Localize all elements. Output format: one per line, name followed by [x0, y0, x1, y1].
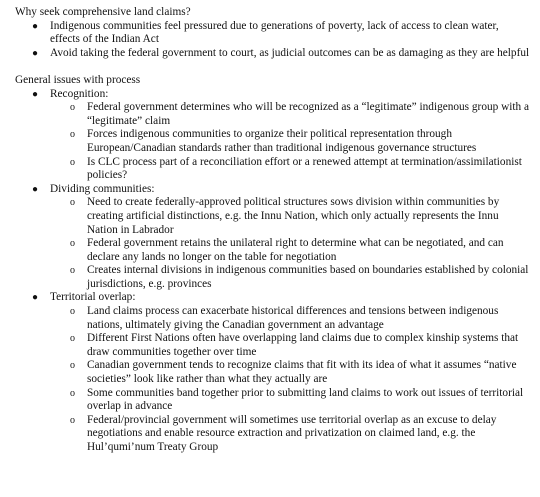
group-label: Recognition: [50, 87, 109, 100]
hollow-bullet-icon: o [70, 129, 75, 141]
bullet-icon: ● [32, 20, 39, 32]
sub-list-item [50, 305, 530, 332]
list-item-text: Avoid taking the federal government to court, as judicial outcomes can be as damaging as they are helpful [50, 46, 530, 59]
sub-list-item [50, 196, 530, 237]
sub-list-item [50, 264, 530, 291]
sub-list-item [50, 156, 530, 183]
document-body [15, 6, 530, 455]
sub-list-item [50, 414, 530, 455]
sub-list-item-text: Need to create federally-approved political structures sows division within communities by creating artificial distinctions, e.g. the Innu Nation, which only actually represents the Innu Nation in Labrador [87, 196, 500, 236]
bullet-icon: ● [32, 292, 39, 304]
bullet-icon: ● [32, 183, 39, 195]
list-item-dividing [15, 183, 530, 292]
section-heading-issues: General issues with process [15, 73, 141, 86]
paragraph-spacer [15, 60, 530, 74]
hollow-bullet-icon: o [70, 387, 75, 399]
list-item-territorial [15, 291, 530, 454]
group-label: Territorial overlap: [50, 291, 136, 304]
why-list [15, 20, 530, 61]
hollow-bullet-icon: o [70, 197, 75, 209]
sub-list-item-text: Creates internal divisions in indigenous communities based on boundaries established by colonial jurisdictions, e.g. provinces [87, 264, 529, 290]
sub-list-item [50, 128, 530, 155]
hollow-bullet-icon: o [70, 265, 75, 277]
bullet-icon: ● [32, 88, 39, 100]
hollow-bullet-icon: o [70, 333, 75, 345]
sub-list-item [50, 101, 530, 128]
sub-list-item-text: Federal government retains the unilateral right to determine what can be negotiated, and can declare any lands no longer on the table for negotiation [87, 237, 504, 263]
sub-list-item-text: Forces indigenous communities to organize their political representation through European/Canadian standards rather than traditional indigenous governance structures [87, 128, 477, 154]
group-label: Dividing communities: [50, 182, 155, 195]
hollow-bullet-icon: o [70, 102, 75, 114]
bullet-icon: ● [32, 47, 39, 59]
sub-list-item [50, 359, 530, 386]
hollow-bullet-icon: o [70, 156, 75, 168]
sub-list-item-text: Land claims process can exacerbate historical differences and tensions between indigenous nations, ultimately giving the Canadian government an advantage [87, 305, 499, 331]
territorial-sublist [50, 305, 530, 455]
hollow-bullet-icon: o [70, 306, 75, 318]
sub-list-item-text: Federal/provincial government will sometimes use territorial overlap as an excuse to delay negotiations and enable resource extraction and privatization on claimed land, e.g. the Hul’qumi’num Treaty Group [87, 413, 497, 453]
hollow-bullet-icon: o [70, 360, 75, 372]
issues-list [15, 88, 530, 455]
sub-list-item-text: Federal government determines who will be recognized as a “legitimate” indigenous group with a “legitimate” claim [87, 101, 530, 127]
recognition-sublist [50, 101, 530, 183]
hollow-bullet-icon: o [70, 414, 75, 426]
hollow-bullet-icon: o [70, 238, 75, 250]
list-item [15, 20, 530, 47]
sub-list-item [50, 332, 530, 359]
sub-list-item-text: Different First Nations often have overlapping land claims due to complex kinship systems that draw communities together over time [87, 332, 519, 358]
list-item-recognition [15, 88, 530, 183]
sub-list-item-text: Is CLC process part of a reconciliation effort or a renewed attempt at termination/assimilationist policies? [87, 155, 522, 182]
list-item-text: Indigenous communities feel pressured due to generations of poverty, lack of access to clean water, effects of the Indian Act [50, 19, 499, 46]
sub-list-item [50, 237, 530, 264]
section-heading-why: Why seek comprehensive land claims? [15, 6, 191, 18]
sub-list-item [50, 387, 530, 414]
sub-list-item-text: Canadian government tends to recognize claims that fit with its idea of what it assumes “native societies” look like rather than what they actually are [87, 359, 517, 386]
dividing-sublist [50, 196, 530, 291]
list-item [15, 47, 530, 61]
sub-list-item-text: Some communities band together prior to submitting land claims to work out issues of territorial overlap in advance [87, 386, 524, 413]
